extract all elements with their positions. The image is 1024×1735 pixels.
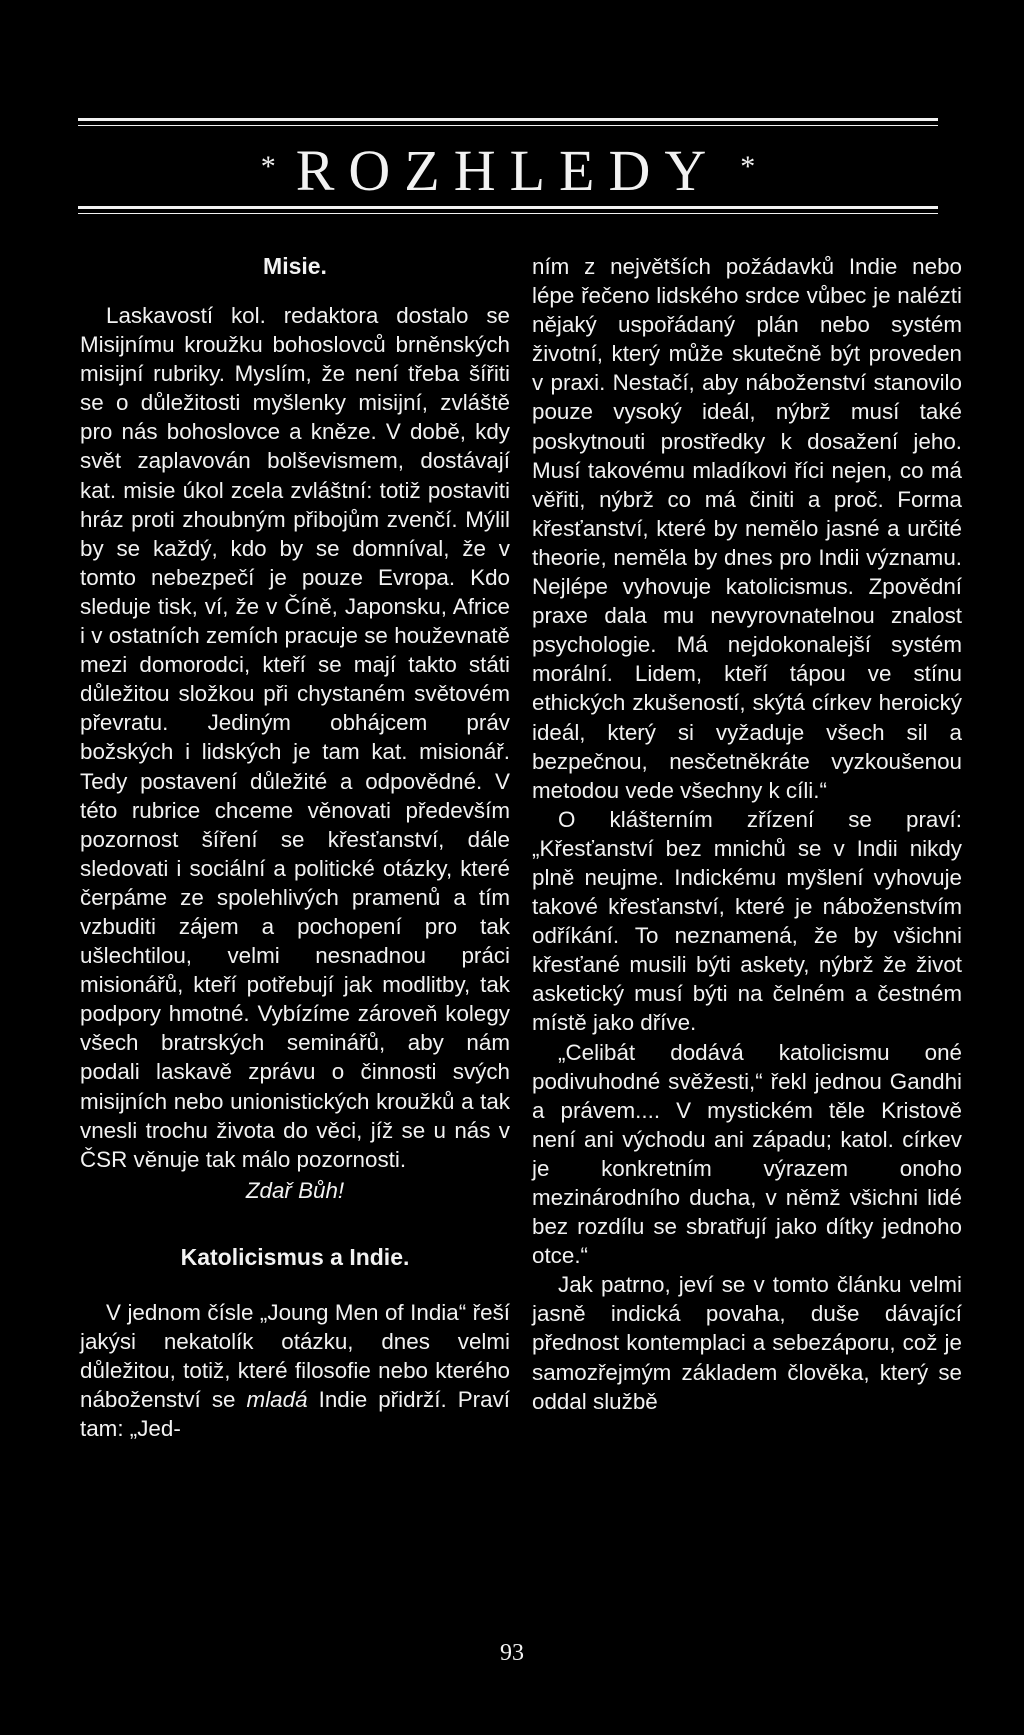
header-rule-top — [78, 118, 938, 121]
paragraph-right-2: O klášterním zřízení se praví: „Křesťanství bez mnichů se v Indii nikdy plně neujme. Indickému myšlení vyhovuje takové křesťanství, které je náboženstvím odříkání. To neznamená, že by všichni křesťané musili býti askety, nýbrž že život asketický musí býti na čelném a čestném místě jako dříve. — [532, 806, 962, 1036]
section-heading-katolicismus-indie: Katolicismus a Indie. — [180, 1243, 410, 1270]
left-column — [80, 252, 510, 1443]
asterisk-ornament-left: * — [260, 150, 276, 183]
header-rule-bottom — [78, 206, 938, 209]
asterisk-ornament-right: * — [740, 150, 756, 183]
signoff: Zdař Bůh! — [245, 1177, 345, 1203]
paragraph-indie-intro-emphasis: mladá — [246, 1387, 308, 1413]
paragraph-misie: Laskavostí kol. redaktora dostalo se Misijnímu kroužku bohoslovců brněnských misijní rubriky. Myslím, že není třeba šířiti se o důležitosti myšlenky misijní, zvláště pro nás bohoslovce a kněze. V době, kdy svět zaplavován bolševismem, dostávají kat. misie úkol zcela zvláštní: totiž postaviti hráz proti zhoubným přibojům zvenčí. Mýlil by se každý, kdo by se domníval, že v tomto nebezpečí je pouze Evropa. Kdo sleduje tisk, ví, že v Číně, Japonsku, Africe i v ostatních zemích pracuje se houževnatě mezi domorodci, kteří se mají takto státi důležitou složkou při chystaném světovém převratu. Jediným obhájcem práv božských i lidských je tam kat. misionář. Tedy postavení důležité a odpovědné. V této rubrice chceme věnovati především pozornost šíření se křesťanství, dále sledovati i sociální a politické otázky, které čerpáme ze spolehlivých pramenů a tím vzbuditi zájem a pochopení pro tak ušlechtilou, velmi nesnadnou práci misionářů, kteří potřebují jak modlitby, tak podpory hmotné. Vybízíme zároveň kolegy všech bratrských seminářů, aby nám podali laskavě zprávu o činnosti svých misijních nebo unionistických kroužků a tak vnesli trochu života do věci, jíž se u nás v ČSR věnuje tak málo pozornosti. — [80, 303, 510, 1172]
paragraph-indie-intro-end: Indie přidrží. Praví tam: „Jed- — [80, 1387, 510, 1442]
header-rule-bottom-thin — [78, 213, 938, 214]
header-rule-top-thin — [78, 125, 938, 126]
page-number: 93 — [500, 1640, 524, 1666]
paragraph-right-1: ním z největších požádavků Indie nebo lépe řečeno lidského srdce vůbec je nalézti nějaký uspořádaný plán nebo systém životní, který může skutečně být proveden v praxi. Nestačí, aby náboženství stanovilo pouze vysoký ideál, nýbrž musí také poskytnouti prostředky k dosažení jeho. Musí takovému mladíkovi říci nejen, co má věřiti, nýbrž co má činiti a proč. Forma křesťanství, které by nemělo jasné a určité theorie, neměla by dnes pro Indii významu. Nejlépe vyhovuje katolicismus. Zpovědní praxe dala mu nevyrovnatelnou znalost psychologie. Má nejdokonalejší systém morální. Lidem, kteří tápou ve stínu ethických zkušeností, skýtá církev heroický ideál, který si vyžaduje všech sil a bezpečnou, nesčetněkráte vyzkoušenou metodou vede všechny k cíli.“ — [532, 254, 962, 803]
right-column — [532, 252, 962, 1416]
paragraph-right-3: „Celibát dodává katolicismu oné podivuhodné svěžesti,“ řekl jednou Gandhi a právem.... V mystickém těle Kristově není ani východu ani západu; katol. církev je konkretním výrazem onoho mezinárodního ducha, v němž všichni lidé bez rozdílu se sbratřují jako dítky jednoho otce.“ — [532, 1039, 962, 1269]
paragraph-indie-intro-start: V jednom čísle „Joung Men of India“ řeší jakýsi nekatolík otázku, dnes velmi důležitou, totiž, které filosofie nebo kterého náboženství se — [80, 1299, 510, 1413]
section-header — [78, 134, 938, 203]
paragraph-indie-intro — [80, 1298, 510, 1443]
section-heading-misie: Misie. — [263, 253, 327, 279]
page-title: ROZHLEDY — [295, 138, 721, 203]
paragraph-right-4: Jak patrno, jeví se v tomto článku velmi jasně indická povaha, duše dávající přednost kontemplaci a sebezáporu, což je samozřejmým základem člověka, který se oddal službě — [532, 1272, 962, 1414]
